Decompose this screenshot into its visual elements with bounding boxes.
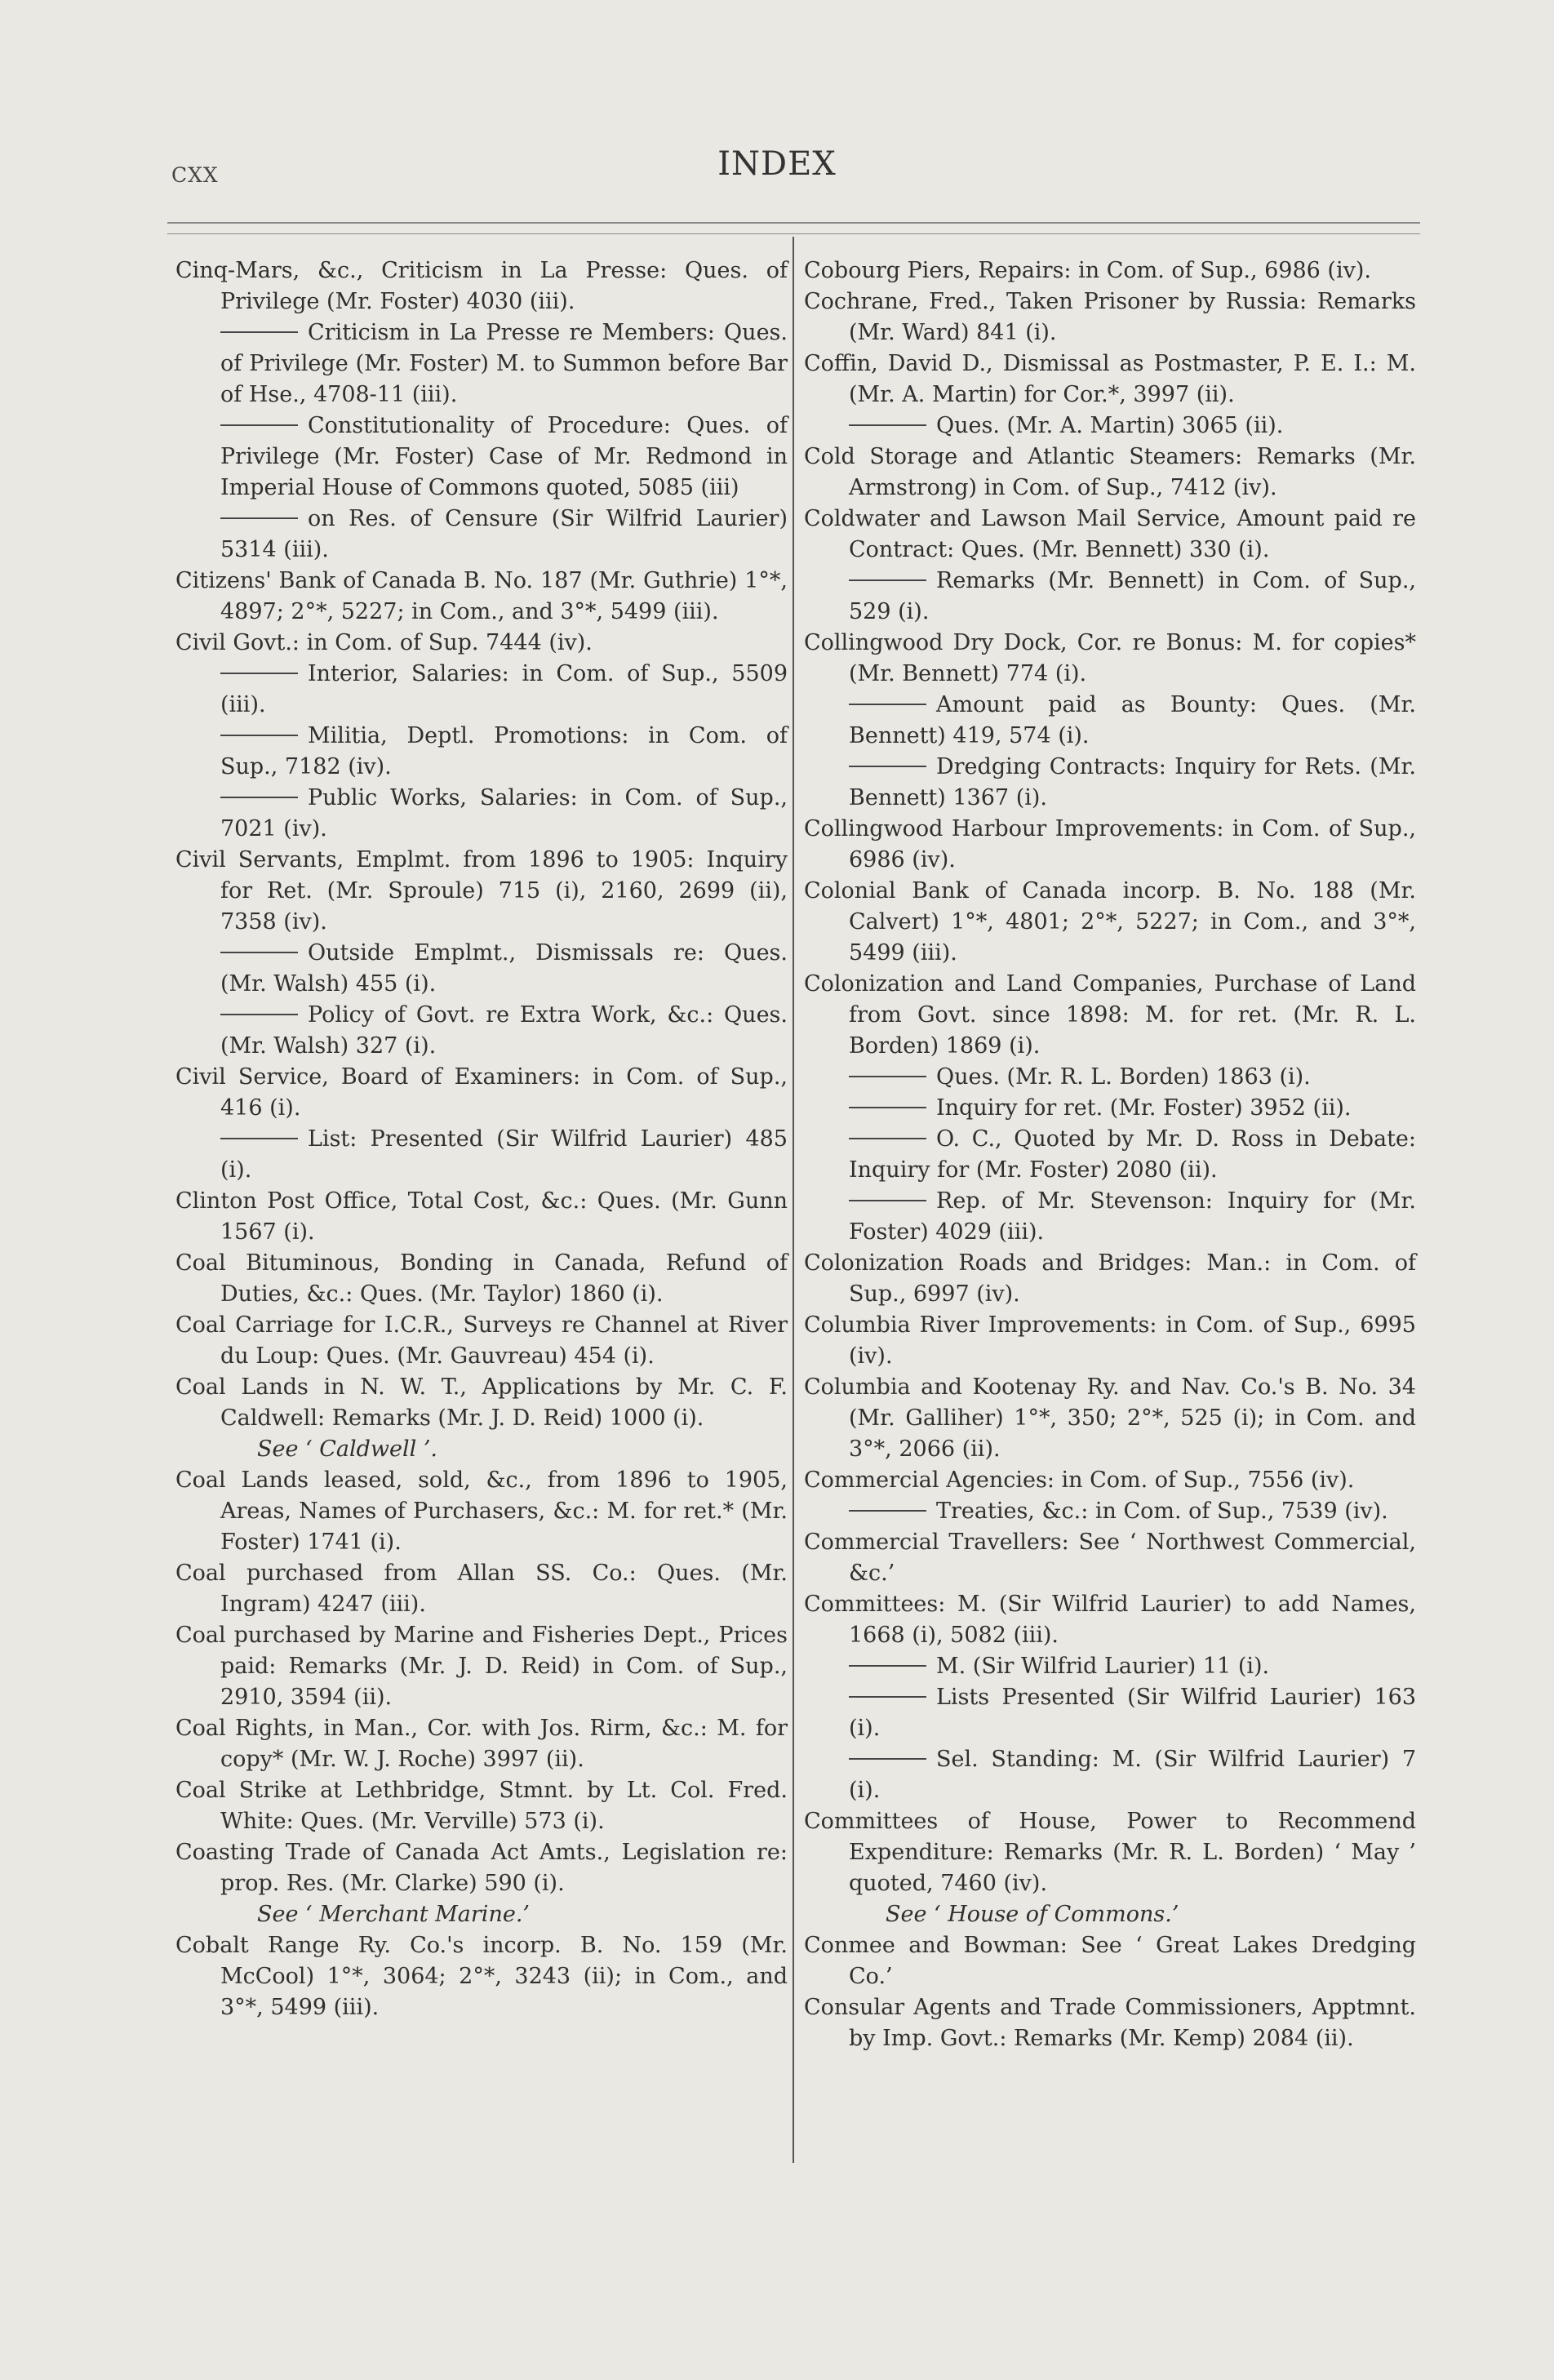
entry-text: Conmee and Bowman: See ‘ Great Lakes Dredging Co.’: [804, 1933, 1416, 1989]
entry-text: Coal purchased from Allan SS. Co.: Ques. (Mr. Ingram) 4247 (iii).: [175, 1561, 788, 1617]
entry-text: Outside Emplmt., Dismissals re: Ques. (Mr. Walsh) 455 (i).: [220, 940, 788, 997]
entry-text: Clinton Post Office, Total Cost, &c.: Ques. (Mr. Gunn 1567 (i).: [175, 1188, 788, 1245]
entry-text: Amount paid as Bounty: Ques. (Mr. Bennett) 419, 574 (i).: [849, 692, 1416, 748]
index-entry: [175, 1062, 788, 1124]
header-rule-thin: [167, 233, 1420, 234]
index-subentry: [804, 1744, 1416, 1806]
index-subentry: [804, 1682, 1416, 1744]
entry-text: Criticism in La Presse re Members: Ques. of Privilege (Mr. Foster) M. to Summon before Bar of Hse., 4708-11 (iii).: [220, 320, 788, 407]
entry-text: Constitutionality of Procedure: Ques. of Privilege (Mr. Foster) Case of Mr. Redmond in Imperial House of Commons quoted, 5085 (iii): [220, 413, 788, 500]
entry-text: Cold Storage and Atlantic Steamers: Remarks (Mr. Armstrong) in Com. of Sup., 7412 (iv).: [804, 444, 1416, 500]
entry-text: Columbia River Improvements: in Com. of Sup., 6995 (iv).: [804, 1312, 1416, 1369]
page-header: [0, 145, 1554, 194]
entry-text: Cobourg Piers, Repairs: in Com. of Sup., 6986 (iv).: [804, 258, 1371, 283]
index-entry: [804, 969, 1416, 1062]
entry-text: Coal Bituminous, Bonding in Canada, Refund of Duties, &c.: Ques. (Mr. Taylor) 1860 (i).: [175, 1250, 788, 1307]
index-entry: [804, 1992, 1416, 2054]
index-entry: [804, 504, 1416, 566]
index-subentry: [175, 721, 788, 783]
index-entry: [804, 1310, 1416, 1372]
repeat-dash: [220, 735, 298, 736]
index-entry: [804, 255, 1416, 286]
index-entry: [175, 1775, 788, 1837]
repeat-dash: [220, 952, 298, 953]
entry-text: Consular Agents and Trade Commissioners, Apptmnt. by Imp. Govt.: Remarks (Mr. Kemp) 2084 (ii).: [804, 1995, 1416, 2051]
index-subentry: [175, 1000, 788, 1062]
index-entry: [175, 1465, 788, 1558]
index-entry: [804, 1527, 1416, 1589]
entry-text: Remarks (Mr. Bennett) in Com. of Sup., 529 (i).: [849, 568, 1416, 624]
entry-text: List: Presented (Sir Wilfrid Laurier) 485 (i).: [220, 1126, 788, 1183]
entry-text: Committees of House, Power to Recommend Expenditure: Remarks (Mr. R. L. Borden) ‘ May ’ quoted, 7460 (iv).: [804, 1809, 1416, 1896]
entry-text: O. C., Quoted by Mr. D. Ross in Debate: Inquiry for (Mr. Foster) 2080 (ii).: [849, 1126, 1416, 1183]
repeat-dash: [220, 517, 298, 519]
right-column: [804, 255, 1416, 2054]
index-entry: [804, 442, 1416, 504]
index-subentry: [804, 752, 1416, 814]
repeat-dash: [220, 1138, 298, 1139]
index-subentry: [804, 411, 1416, 442]
entry-text: Cobalt Range Ry. Co.'s incorp. B. No. 159 (Mr. McCool) 1°*, 3064; 2°*, 3243 (ii); in Com., and 3°*, 5499 (iii).: [175, 1933, 788, 2020]
entry-text: Citizens' Bank of Canada B. No. 187 (Mr. Guthrie) 1°*, 4897; 2°*, 5227; in Com., and 3°*, 5499 (iii).: [175, 568, 788, 624]
index-subentry: [804, 1093, 1416, 1124]
repeat-dash: [849, 1200, 926, 1201]
index-entry: [175, 1310, 788, 1372]
entry-text: Coal Lands leased, sold, &c., from 1896 to 1905, Areas, Names of Purchasers, &c.: M. for ret.* (Mr. Foster) 1741 (i).: [175, 1468, 788, 1555]
entry-text: Interior, Salaries: in Com. of Sup., 5509 (iii).: [220, 661, 788, 717]
entry-text: Ques. (Mr. R. L. Borden) 1863 (i).: [936, 1064, 1311, 1090]
repeat-dash: [849, 766, 926, 767]
index-entry: [175, 628, 788, 659]
repeat-dash: [220, 424, 298, 426]
entry-text: Coldwater and Lawson Mail Service, Amount paid re Contract: Ques. (Mr. Bennett) 330 (i).: [804, 506, 1416, 562]
repeat-dash: [849, 1076, 926, 1077]
index-entry: [804, 1930, 1416, 1992]
index-see-reference: [175, 1899, 788, 1930]
index-subentry: [804, 1124, 1416, 1186]
index-subentry: [175, 317, 788, 411]
index-entry: [804, 814, 1416, 876]
index-subentry: [175, 938, 788, 1000]
entry-text: Rep. of Mr. Stevenson: Inquiry for (Mr. Foster) 4029 (iii).: [849, 1188, 1416, 1245]
entry-text: Sel. Standing: M. (Sir Wilfrid Laurier) 7 (i).: [849, 1747, 1416, 1803]
index-entry: [804, 876, 1416, 969]
repeat-dash: [849, 704, 926, 705]
index-entry: [804, 1372, 1416, 1465]
entry-text: Coal Carriage for I.C.R., Surveys re Channel at River du Loup: Ques. (Mr. Gauvreau) 454 (i).: [175, 1312, 788, 1369]
index-entry: [804, 628, 1416, 690]
entry-text: Collingwood Dry Dock, Cor. re Bonus: M. for copies* (Mr. Bennett) 774 (i).: [804, 630, 1416, 686]
index-entry: [804, 1248, 1416, 1310]
index-subentry: [175, 1124, 788, 1186]
entry-text: Commercial Agencies: in Com. of Sup., 7556 (iv).: [804, 1468, 1355, 1493]
entry-text: Coal Lands in N. W. T., Applications by Mr. C. F. Caldwell: Remarks (Mr. J. D. Reid) 1000 (i).: [175, 1374, 788, 1431]
entry-text: Coal Strike at Lethbridge, Stmnt. by Lt. Col. Fred. White: Ques. (Mr. Verville) 573 (i).: [175, 1778, 788, 1834]
entry-text: Collingwood Harbour Improvements: in Com. of Sup., 6986 (iv).: [804, 816, 1416, 873]
column-divider: [793, 237, 794, 2163]
index-see-reference: [804, 1899, 1416, 1930]
left-column: [175, 255, 788, 2023]
entry-text: Colonization Roads and Bridges: Man.: in Com. of Sup., 6997 (iv).: [804, 1250, 1416, 1307]
index-subentry: [804, 1186, 1416, 1248]
index-subentry: [804, 1651, 1416, 1682]
index-subentry: [804, 566, 1416, 628]
repeat-dash: [220, 1014, 298, 1015]
index-entry: [175, 845, 788, 938]
entry-text: See ‘ Merchant Marine.’: [257, 1902, 530, 1927]
repeat-dash: [849, 1758, 926, 1760]
entry-text: Inquiry for ret. (Mr. Foster) 3952 (ii).: [936, 1095, 1352, 1121]
index-entry: [175, 1558, 788, 1620]
entry-text: Coal purchased by Marine and Fisheries Dept., Prices paid: Remarks (Mr. J. D. Reid) in Com. of Sup., 2910, 3594 (ii).: [175, 1623, 788, 1710]
entry-text: Lists Presented (Sir Wilfrid Laurier) 163 (i).: [849, 1685, 1416, 1741]
entry-text: Colonization and Land Companies, Purchase of Land from Govt. since 1898: M. for ret. (Mr. R. L. Borden) 1869 (i).: [804, 971, 1416, 1059]
entry-text: See ‘ Caldwell ’.: [257, 1436, 437, 1462]
page-number: CXX: [171, 163, 219, 187]
entry-text: Coal Rights, in Man., Cor. with Jos. Rirm, &c.: M. for copy* (Mr. W. J. Roche) 3997 (ii).: [175, 1716, 788, 1772]
repeat-dash: [849, 1138, 926, 1139]
entry-text: on Res. of Censure (Sir Wilfrid Laurier) 5314 (iii).: [220, 506, 788, 562]
index-entry: [804, 349, 1416, 411]
index-entry: [804, 1589, 1416, 1651]
entry-text: See ‘ House of Commons.’: [886, 1902, 1179, 1927]
entry-text: Committees: M. (Sir Wilfrid Laurier) to add Names, 1668 (i), 5082 (iii).: [804, 1592, 1416, 1648]
index-subentry: [175, 504, 788, 566]
index-subentry: [175, 411, 788, 504]
entry-text: Policy of Govt. re Extra Work, &c.: Ques. (Mr. Walsh) 327 (i).: [220, 1002, 788, 1059]
index-subentry: [804, 1062, 1416, 1093]
entry-text: Treaties, &c.: in Com. of Sup., 7539 (iv).: [936, 1499, 1388, 1524]
index-subentry: [804, 1496, 1416, 1527]
entry-text: Ques. (Mr. A. Martin) 3065 (ii).: [936, 413, 1284, 438]
entry-text: Colonial Bank of Canada incorp. B. No. 188 (Mr. Calvert) 1°*, 4801; 2°*, 5227; in Com., and 3°*, 5499 (iii).: [804, 878, 1416, 966]
index-subentry: [175, 659, 788, 721]
entry-text: Coffin, David D., Dismissal as Postmaster, P. E. I.: M. (Mr. A. Martin) for Cor.*, 3997 (ii).: [804, 351, 1416, 407]
repeat-dash: [849, 1107, 926, 1108]
repeat-dash: [220, 331, 298, 333]
repeat-dash: [220, 797, 298, 798]
entry-text: Public Works, Salaries: in Com. of Sup., 7021 (iv).: [220, 785, 788, 841]
entry-text: Civil Servants, Emplmt. from 1896 to 1905: Inquiry for Ret. (Mr. Sproule) 715 (i), 2160, 2699 (ii), 7358 (iv).: [175, 847, 788, 935]
entry-text: Militia, Deptl. Promotions: in Com. of Sup., 7182 (iv).: [220, 723, 788, 779]
index-entry: [804, 1806, 1416, 1899]
index-entry: [804, 286, 1416, 349]
repeat-dash: [849, 1665, 926, 1667]
entry-text: Dredging Contracts: Inquiry for Rets. (Mr. Bennett) 1367 (i).: [849, 754, 1416, 810]
page-title: INDEX: [717, 145, 837, 183]
entry-text: Cochrane, Fred., Taken Prisoner by Russia: Remarks (Mr. Ward) 841 (i).: [804, 289, 1416, 345]
index-entry: [175, 1837, 788, 1899]
index-entry: [175, 1248, 788, 1310]
entry-text: Civil Govt.: in Com. of Sup. 7444 (iv).: [175, 630, 593, 655]
entry-text: Columbia and Kootenay Ry. and Nav. Co.'s B. No. 34 (Mr. Galliher) 1°*, 350; 2°*, 525 (i); in Com. and 3°*, 2066 (ii).: [804, 1374, 1416, 1462]
index-entry: [175, 1186, 788, 1248]
index-subentry: [804, 690, 1416, 752]
repeat-dash: [220, 673, 298, 674]
index-entry: [804, 1465, 1416, 1496]
repeat-dash: [849, 1696, 926, 1698]
entry-text: Cinq-Mars, &c., Criticism in La Presse: Ques. of Privilege (Mr. Foster) 4030 (iii).: [175, 258, 788, 314]
entry-text: M. (Sir Wilfrid Laurier) 11 (i).: [936, 1654, 1270, 1679]
entry-text: Coasting Trade of Canada Act Amts., Legislation re: prop. Res. (Mr. Clarke) 590 (i).: [175, 1840, 788, 1896]
entry-text: Commercial Travellers: See ‘ Northwest Commercial, &c.’: [804, 1530, 1416, 1586]
index-entry: [175, 255, 788, 317]
repeat-dash: [849, 1510, 926, 1512]
index-entry: [175, 566, 788, 628]
entry-text: Civil Service, Board of Examiners: in Com. of Sup., 416 (i).: [175, 1064, 788, 1121]
repeat-dash: [849, 424, 926, 426]
index-entry: [175, 1620, 788, 1713]
index-entry: [175, 1930, 788, 2023]
index-see-reference: [175, 1434, 788, 1465]
index-subentry: [175, 783, 788, 845]
index-entry: [175, 1372, 788, 1434]
repeat-dash: [849, 579, 926, 581]
index-entry: [175, 1713, 788, 1775]
header-rule: [167, 222, 1420, 224]
